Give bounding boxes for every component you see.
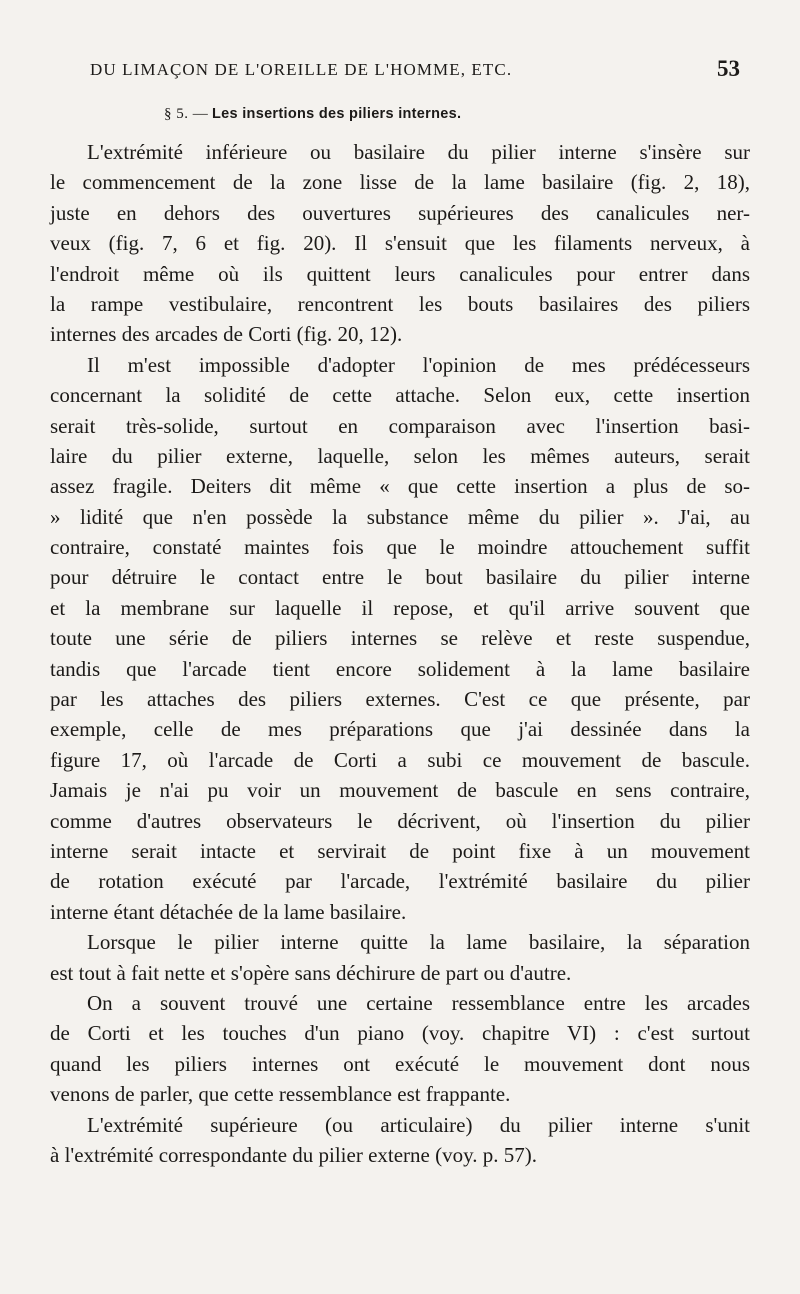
text-line: exemple, celle de mes préparations que j'ai dessinée dans la — [50, 717, 750, 742]
text-line: Jamais je n'ai pu voir un mouvement de bascule en sens contraire, — [50, 778, 750, 803]
text-line: laire du pilier externe, laquelle, selon les mêmes auteurs, serait — [50, 443, 750, 468]
text-line: pour détruire le contact entre le bout basilaire du pilier interne — [50, 565, 750, 590]
text-line: par les attaches des piliers externes. C'est ce que présente, par — [50, 687, 750, 712]
section-title: Les insertions des piliers internes. — [212, 106, 462, 122]
text-line: Lorsque le pilier interne quitte la lame basilaire, la séparation — [87, 930, 750, 955]
text-line: venons de parler, que cette ressemblance est frappante. — [50, 1082, 511, 1107]
text-line: concernant la solidité de cette attache. Selon eux, cette insertion — [50, 383, 750, 408]
text-line: à l'extrémité correspondante du pilier externe (voy. p. 57). — [50, 1142, 537, 1167]
text-line: tandis que l'arcade tient encore solidement à la lame basilaire — [50, 656, 750, 681]
text-line: est tout à fait nette et s'opère sans déchirure de part ou d'autre. — [50, 960, 572, 985]
text-line: l'endroit même où ils quittent leurs canalicules pour entrer dans — [50, 261, 750, 286]
body-text — [50, 137, 750, 1170]
text-line: Il m'est impossible d'adopter l'opinion de mes prédécesseurs — [87, 352, 750, 377]
text-line: contraire, constaté maintes fois que le moindre attouchement suffit — [50, 535, 750, 560]
text-line: de Corti et les touches d'un piano (voy. chapitre VI) : c'est surtout — [50, 1021, 750, 1046]
text-line: interne serait intacte et servirait de point fixe à un mouvement — [50, 838, 750, 863]
running-title: DU LIMAÇON DE L'OREILLE DE L'HOMME, ETC. — [90, 60, 513, 79]
text-line: la rampe vestibulaire, rencontrent les bouts basilaires des piliers — [50, 291, 750, 316]
running-head — [90, 56, 740, 96]
text-line: et la membrane sur laquelle il repose, et qu'il arrive souvent que — [50, 595, 750, 620]
text-line: de rotation exécuté par l'arcade, l'extrémité basilaire du pilier — [50, 869, 750, 894]
text-line: » lidité que n'en possède la substance même du pilier ». J'ai, au — [50, 504, 750, 529]
section-number: § 5. — — [164, 106, 209, 122]
text-line: figure 17, où l'arcade de Corti a subi ce mouvement de bascule. — [50, 747, 750, 772]
text-line: quand les piliers internes ont exécuté le mouvement dont nous — [50, 1051, 750, 1076]
text-line: interne étant détachée de la lame basilaire. — [50, 899, 407, 924]
text-line: On a souvent trouvé une certaine ressemblance entre les arcades — [87, 990, 750, 1015]
text-line: L'extrémité inférieure ou basilaire du pilier interne s'insère sur — [87, 140, 750, 164]
text-line: assez fragile. Deiters dit même « que cette insertion a plus de so- — [50, 474, 750, 499]
text-line: le commencement de la zone lisse de la lame basilaire (fig. 2, 18), — [50, 170, 750, 195]
text-line: serait très-solide, surtout en comparaison avec l'insertion basi- — [50, 413, 750, 438]
section-heading — [164, 106, 461, 123]
page-number: 53 — [717, 56, 740, 81]
text-line: veux (fig. 7, 6 et fig. 20). Il s'ensuit que les filaments nerveux, à — [50, 231, 750, 256]
text-line: comme d'autres observateurs le décrivent, où l'insertion du pilier — [50, 808, 750, 833]
text-line: L'extrémité supérieure (ou articulaire) du pilier interne s'unit — [87, 1112, 750, 1137]
text-line: toute une série de piliers internes se relève et reste suspendue, — [50, 626, 750, 651]
text-line: juste en dehors des ouvertures supérieures des canalicules ner- — [50, 200, 750, 225]
text-line: internes des arcades de Corti (fig. 20, 12). — [50, 322, 403, 347]
